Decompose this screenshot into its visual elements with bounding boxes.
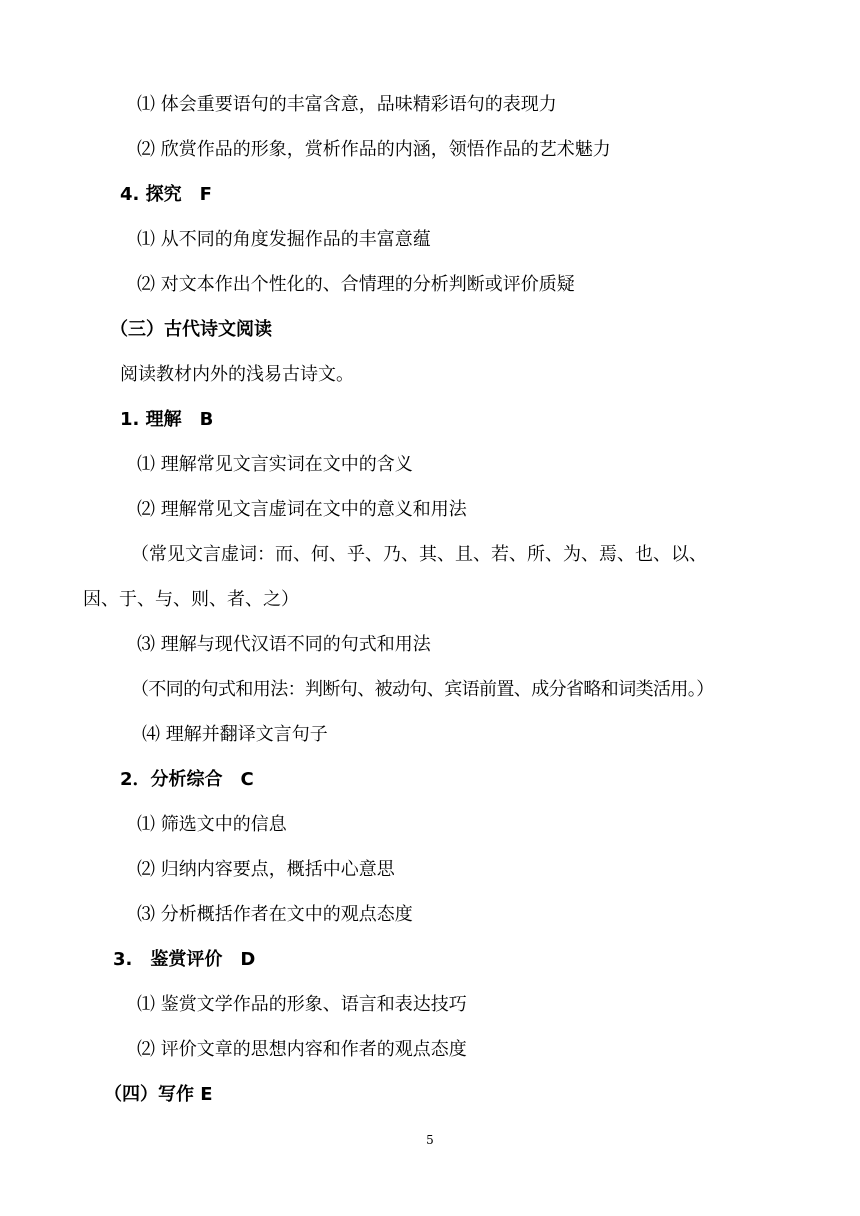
text-line: ⑵ 评价文章的思想内容和作者的观点态度 [137,1039,467,1060]
text-line: ⑴ 从不同的角度发掘作品的丰富意蕴 [137,229,431,250]
text-line: ⑴ 筛选文中的信息 [137,814,287,835]
section-heading: 3. 鉴赏评价 D [113,949,256,970]
text-line: ⑵ 理解常见文言虚词在文中的意义和用法 [137,499,467,520]
text-line: ⑵ 欣赏作品的形象，赏析作品的内涵，领悟作品的艺术魅力 [137,139,611,160]
section-heading: （四）写作 E [104,1084,213,1105]
text-line: ⑵ 归纳内容要点，概括中心意思 [137,859,395,880]
text-line: （不同的句式和用法：判断句、被动句、宾语前置、成分省略和词类活用。） [131,679,714,700]
text-line: ⑷ 理解并翻译文言句子 [142,724,328,745]
text-line: （常见文言虚词：而、何、乎、乃、其、且、若、所、为、焉、也、以、 [131,544,707,565]
text-line: ⑴ 鉴赏文学作品的形象、语言和表达技巧 [137,994,467,1015]
text-line: ⑶ 分析概括作者在文中的观点态度 [137,904,413,925]
text-line: 因、于、与、则、者、之） [83,589,299,610]
text-line: ⑶ 理解与现代汉语不同的句式和用法 [137,634,431,655]
section-heading: 4. 探究 F [120,184,212,205]
section-heading: （三）古代诗文阅读 [110,319,272,340]
text-line: ⑴ 体会重要语句的丰富含意，品味精彩语句的表现力 [137,94,557,115]
section-heading: 2．分析综合 C [120,769,254,790]
page-number: 5 [426,1133,434,1147]
text-line: 阅读教材内外的浅易古诗文。 [120,364,354,385]
text-line: ⑴ 理解常见文言实词在文中的含义 [137,454,413,475]
section-heading: 1. 理解 B [120,409,214,430]
text-line: ⑵ 对文本作出个性化的、合情理的分析判断或评价质疑 [137,274,575,295]
